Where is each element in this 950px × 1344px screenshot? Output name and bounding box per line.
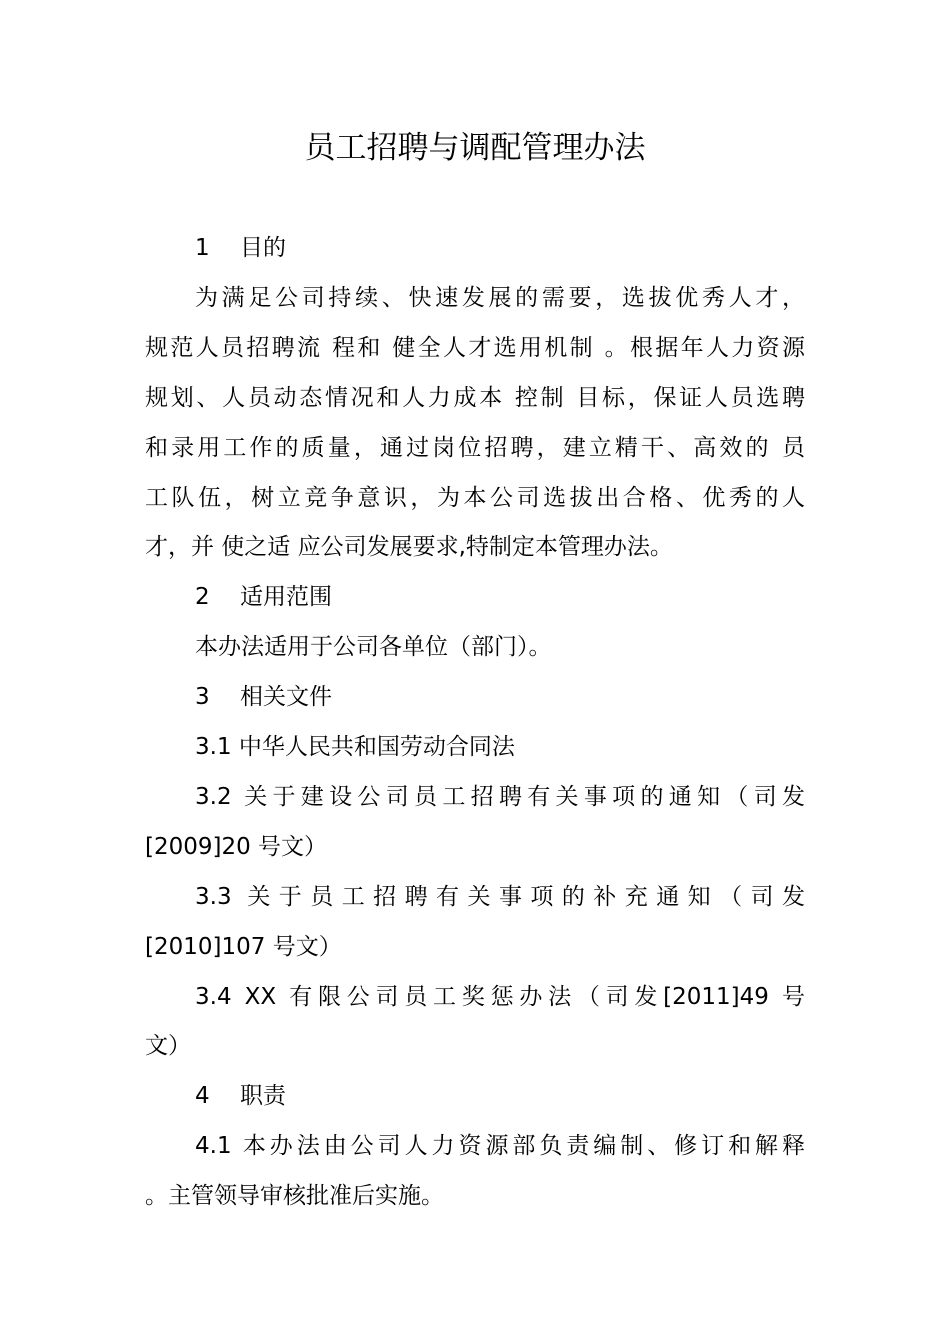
text-line: 2 适用范围: [195, 584, 332, 611]
text-line: 规划、人员动态情况和人力成本 控制 目标，保证人员选聘: [145, 384, 805, 411]
text-line: 。主管领导审核批准后实施。: [145, 1183, 444, 1210]
text-line: 3.1 中华人民共和国劳动合同法: [195, 734, 515, 760]
text-line: 文）: [145, 1033, 191, 1060]
text-line: 3.4 XX 有限公司员工奖惩办法（司发[2011]49 号: [195, 983, 805, 1010]
text-line: 4 职责: [195, 1083, 286, 1110]
document-title: 员工招聘与调配管理办法: [304, 130, 646, 166]
text-line: 1 目的: [195, 235, 286, 261]
text-line: 3.3 关于员工招聘有关事项的补充通知（司发: [195, 883, 805, 910]
text-line: 3 相关文件: [195, 684, 332, 711]
text-line: 4.1 本办法由公司人力资源部负责编制、修订和解释: [195, 1133, 805, 1160]
text-line: 3.2 关于建设公司员工招聘有关事项的通知（司发: [195, 783, 805, 810]
text-line: 为满足公司持续、快速发展的需要，选拔优秀人才，: [195, 284, 805, 311]
text-line: [2009]20 号文）: [145, 833, 328, 860]
text-line: 工队伍，树立竞争意识，为本公司选拔出合格、优秀的人: [145, 484, 805, 511]
text-line: 才，并 使之适 应公司发展要求,特制定本管理办法。: [145, 534, 673, 561]
text-line: 规范人员招聘流 程和 健全人才选用机制 。根据年人力资源: [145, 334, 805, 361]
text-line: [2010]107 号文）: [145, 933, 342, 960]
text-line: 和录用工作的质量，通过岗位招聘，建立精干、高效的 员: [145, 434, 805, 461]
text-line: 本办法适用于公司各单位（部门）。: [195, 634, 552, 661]
